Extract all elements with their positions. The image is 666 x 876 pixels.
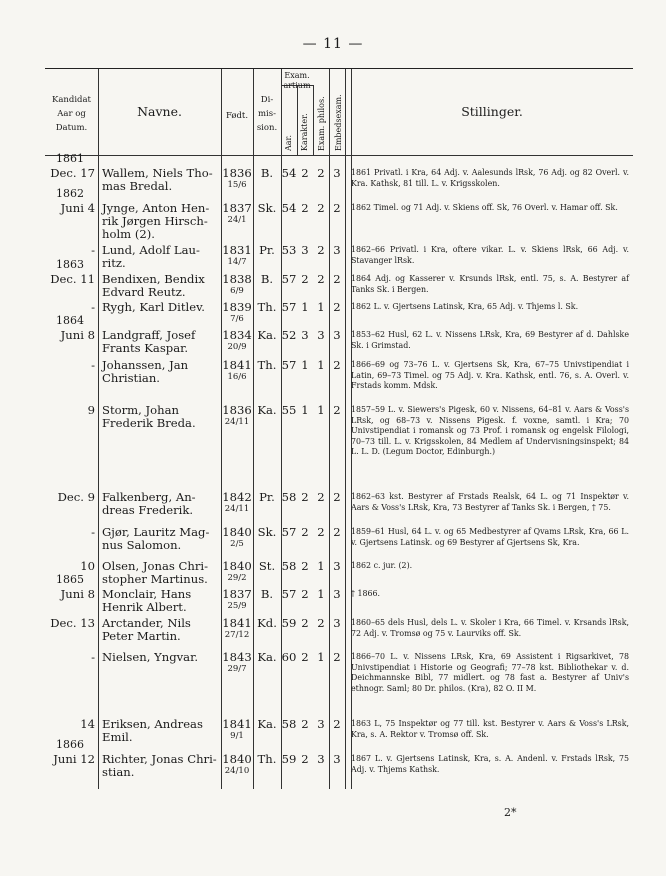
embeds-grade: 3: [333, 616, 341, 630]
year-label: 1861: [56, 152, 84, 165]
artium-year: 53: [281, 243, 297, 257]
birth-year: 1840: [222, 752, 252, 766]
birth-date: 24/11: [224, 504, 250, 514]
birth-year: 1839: [222, 300, 252, 314]
artium-grade: 2: [301, 525, 309, 539]
header-stillinger: Stillinger.: [461, 104, 523, 119]
candidate-name: Falkenberg, An- dreas Frederik.: [102, 490, 196, 517]
positions-text: 1861 Privatl. i Kra, 64 Adj. v. Aalesunds lRsk, 76 Adj. og 82 Overl. v. Kra. Kathsk, 81 till. L. v. Krigsskolen.: [351, 168, 629, 188]
positions-text: 1866–70 L. v. Nissens LRsk, Kra, 69 Assistent i Rigsarkivet, 78 Univstipendiat i Historie og Geografi; 77–78 kst. Bibliothekar v. d. Deichmannske Bibl, 77 midlert. og 78 fast a. Bestyrer af Univ's ethnogr. Saml; 80 Dr. philos. (Kra), 82 O. II M.: [351, 652, 629, 693]
header-rule: [45, 155, 633, 156]
candidate-name: Bendixen, Bendix Edvard Reutz.: [102, 272, 205, 299]
header-navne: Navne.: [137, 104, 182, 119]
dimission-school: Kd.: [257, 616, 277, 630]
artium-year: 54: [281, 166, 297, 180]
exam-date: Juni 8: [60, 587, 95, 601]
artium-year: 57: [281, 587, 297, 601]
year-label: 1865: [56, 573, 84, 586]
dimission-school: B.: [260, 166, 274, 180]
artium-year: 60: [281, 650, 297, 664]
birth-year: 1842: [222, 490, 252, 504]
dimission-school: St.: [258, 559, 276, 573]
philos-grade: 1: [317, 300, 325, 314]
dimission-school: Th.: [257, 358, 277, 372]
birth-date: 27/12: [224, 630, 250, 640]
year-label: 1864: [56, 314, 84, 327]
embeds-grade: 3: [333, 243, 341, 257]
embeds-grade: 2: [333, 490, 341, 504]
positions-text: 1867 L. v. Gjertsens Latinsk, Kra, s. A. Andenl. v. Frstads lRsk, 75 Adj. v. Thjems Kathsk.: [351, 754, 629, 774]
artium-grade: 2: [301, 272, 309, 286]
candidate-name: Arctander, Nils Peter Martin.: [102, 616, 191, 643]
birth-year: 1836: [222, 403, 252, 417]
candidate-name: Jynge, Anton Hen- rik Jørgen Hirsch- holm (2).: [102, 201, 210, 241]
candidate-name: Eriksen, Andreas Emil.: [102, 717, 203, 744]
header-embedsexam: Embedsexam.: [334, 94, 343, 151]
candidate-name: Storm, Johan Frederik Breda.: [102, 403, 196, 430]
header-kandidat: Kandidat Aar og Datum.: [52, 95, 91, 133]
artium-year: 57: [281, 300, 297, 314]
exam-date: Dec. 13: [50, 616, 95, 630]
birth-year: 1837: [222, 587, 252, 601]
artium-year: 58: [281, 490, 297, 504]
entry-row: [45, 651, 633, 711]
birth-date: 16/6: [227, 372, 247, 382]
birth-year: 1836: [222, 166, 252, 180]
embeds-grade: 3: [333, 166, 341, 180]
candidate-name: Olsen, Jonas Chri- stopher Martinus.: [102, 559, 209, 586]
philos-grade: 2: [317, 525, 325, 539]
artium-year: 58: [281, 717, 297, 731]
artium-year: 55: [281, 403, 297, 417]
embeds-grade: 2: [333, 717, 341, 731]
positions-text: 1863 L, 75 Inspektør og 77 till. kst. Bestyrer v. Aars & Voss's LRsk, Kra, s. A. Rektor v. Tromsø off. Sk.: [351, 719, 629, 739]
positions-text: 1862 Timel. og 71 Adj. v. Skiens off. Sk, 76 Overl. v. Hamar off. Sk.: [351, 203, 618, 212]
exam-date: Juni 8: [60, 328, 95, 342]
candidate-name: Landgraff, Josef Frants Kaspar.: [102, 328, 196, 355]
exam-date: 14: [80, 717, 95, 731]
embeds-grade: 2: [333, 650, 341, 664]
artium-year: 59: [281, 752, 297, 766]
candidate-name: Gjør, Lauritz Mag- nus Salomon.: [102, 525, 210, 552]
exam-date: 9: [87, 403, 95, 417]
positions-text: 1859–61 Husl, 64 L. v. og 65 Medbestyrer af Qvams LRsk, Kra, 66 L. v. Gjertsens Latinsk. og 69 Bestyrer af Gjertsens Sk, Kra.: [351, 527, 629, 547]
artium-grade: 2: [301, 752, 309, 766]
birth-year: 1840: [222, 525, 252, 539]
dimission-school: Ka.: [257, 403, 277, 417]
philos-grade: 1: [317, 587, 325, 601]
header-karakter: Karakter.: [300, 113, 309, 151]
embeds-grade: 2: [333, 272, 341, 286]
philos-grade: 1: [317, 358, 325, 372]
embeds-grade: 3: [333, 752, 341, 766]
philos-grade: 1: [317, 559, 325, 573]
header-exam-philos: Exam. philos.: [317, 96, 326, 151]
artium-grade: 3: [301, 243, 309, 257]
dimission-school: Ka.: [257, 650, 277, 664]
dimission-school: Ka.: [257, 717, 277, 731]
dimission-school: Th.: [257, 300, 277, 314]
year-label: 1866: [56, 738, 84, 751]
birth-year: 1838: [222, 272, 252, 286]
artium-year: 59: [281, 616, 297, 630]
birth-date: 29/7: [227, 664, 247, 674]
artium-year: 58: [281, 559, 297, 573]
birth-date: 24/1: [227, 215, 247, 225]
exam-date: Juni 12: [53, 752, 95, 766]
column-rule: [297, 85, 298, 155]
philos-grade: 2: [317, 243, 325, 257]
philos-grade: 3: [317, 328, 325, 342]
birth-year: 1834: [222, 328, 252, 342]
header-fodt: Født.: [225, 111, 249, 121]
artium-grade: 2: [301, 650, 309, 664]
birth-date: 2/5: [230, 539, 244, 549]
birth-date: 6/9: [230, 286, 244, 296]
artium-grade: 2: [301, 717, 309, 731]
birth-date: 25/9: [227, 601, 247, 611]
philos-grade: 1: [317, 403, 325, 417]
birth-date: 24/10: [224, 766, 250, 776]
candidate-name: Wallem, Niels Tho- mas Bredal.: [102, 166, 213, 193]
exam-date: -: [91, 243, 95, 257]
birth-year: 1831: [222, 243, 252, 257]
dimission-school: Ka.: [257, 328, 277, 342]
birth-date: 24/11: [224, 417, 250, 427]
positions-text: 1853–62 Husl, 62 L. v. Nissens LRsk, Kra, 69 Bestyrer af d. Dahlske Sk. i Grimstad.: [351, 330, 629, 350]
philos-grade: 2: [317, 272, 325, 286]
artium-grade: 2: [301, 587, 309, 601]
birth-year: 1843: [222, 650, 252, 664]
birth-year: 1840: [222, 559, 252, 573]
header-aar: Aar.: [284, 134, 293, 151]
dimission-school: Sk.: [257, 201, 277, 215]
birth-date: 7/6: [230, 314, 244, 324]
positions-text: 1862–63 kst. Bestyrer af Frstads Realsk, 64 L. og 71 Inspektør v. Aars & Voss's LRsk, Kra, 73 Bestyrer af Tanks Sk. i Bergen, † 75.: [351, 492, 629, 512]
birth-year: 1837: [222, 201, 252, 215]
page-number: — 11 —: [302, 36, 364, 52]
artium-grade: 2: [301, 559, 309, 573]
dimission-school: Th.: [257, 752, 277, 766]
dimission-school: B.: [260, 272, 274, 286]
embeds-grade: 2: [333, 300, 341, 314]
birth-date: 15/6: [227, 180, 247, 190]
artium-grade: 2: [301, 166, 309, 180]
exam-date: -: [91, 358, 95, 372]
dimission-school: B.: [260, 587, 274, 601]
exam-date: Dec. 17: [50, 166, 95, 180]
embeds-grade: 2: [333, 525, 341, 539]
philos-grade: 2: [317, 616, 325, 630]
artium-year: 54: [281, 201, 297, 215]
exam-date: Dec. 11: [50, 272, 95, 286]
header-dimission: Di- mis- sion.: [256, 95, 278, 133]
birth-date: 9/1: [230, 731, 244, 741]
register-table: [45, 68, 633, 789]
birth-year: 1841: [222, 358, 252, 372]
philos-grade: 2: [317, 166, 325, 180]
artium-year: 57: [281, 358, 297, 372]
artium-grade: 2: [301, 490, 309, 504]
philos-grade: 3: [317, 752, 325, 766]
artium-grade: 1: [301, 403, 309, 417]
philos-grade: 2: [317, 490, 325, 504]
embeds-grade: 2: [333, 403, 341, 417]
signature-mark: 2*: [504, 806, 517, 819]
artium-grade: 3: [301, 328, 309, 342]
birth-date: 14/7: [227, 257, 247, 267]
positions-text: 1860–65 dels Husl, dels L. v. Skoler i Kra, 66 Timel. v. Krsands lRsk, 72 Adj. v. Tromsø og 75 v. Laurviks off. Sk.: [351, 618, 629, 638]
candidate-name: Rygh, Karl Ditlev.: [102, 300, 205, 314]
birth-year: 1841: [222, 616, 252, 630]
embeds-grade: 2: [333, 358, 341, 372]
candidate-name: Nielsen, Yngvar.: [102, 650, 199, 664]
exam-date: 10: [80, 559, 95, 573]
candidate-name: Johanssen, Jan Christian.: [102, 358, 189, 385]
positions-text: 1857–59 L. v. Siewers's Pigesk, 60 v. Nissens, 64–81 v. Aars & Voss's LRsk, og 68–73 v. Nissens Pigesk. f. voxne, samtl. i Kra; 70 Univstipendiat i romansk og 73 Prof. i romansk og engelsk Filologi, 70–73 till. L. v. Krigsskolen, 84 Medlem af Undervisningsinspekt; 84 L. L. D. (Legum Doctor, Edinburgh.): [351, 405, 629, 456]
embeds-grade: 2: [333, 201, 341, 215]
embeds-grade: 3: [333, 328, 341, 342]
positions-text: 1862–66 Privatl. i Kra, oftere vikar. L. v. Skiens lRsk, 66 Adj. v. Stavanger lRsk.: [351, 245, 629, 265]
embeds-grade: 3: [333, 559, 341, 573]
artium-grade: 1: [301, 358, 309, 372]
entry-row: [45, 404, 633, 464]
artium-grade: 1: [301, 300, 309, 314]
birth-year: 1841: [222, 717, 252, 731]
header-exam-artium: Exam. artium: [283, 71, 311, 90]
artium-year: 57: [281, 272, 297, 286]
entry-row: [45, 738, 633, 813]
exam-date: Juni 4: [60, 201, 95, 215]
exam-date: -: [91, 525, 95, 539]
philos-grade: 3: [317, 717, 325, 731]
year-label: 1863: [56, 258, 84, 271]
candidate-name: Lund, Adolf Lau- ritz.: [102, 243, 200, 270]
year-label: 1862: [56, 187, 84, 200]
column-rule: [313, 85, 314, 155]
artium-grade: 2: [301, 616, 309, 630]
exam-date: Dec. 9: [57, 490, 95, 504]
philos-grade: 1: [317, 650, 325, 664]
positions-text: 1862 c. jur. (2).: [351, 561, 413, 570]
embeds-grade: 3: [333, 587, 341, 601]
artium-year: 57: [281, 525, 297, 539]
positions-text: 1864 Adj. og Kasserer v. Krsunds lRsk, entl. 75, s. A. Bestyrer af Tanks Sk. i Bergen.: [351, 274, 629, 294]
dimission-school: Pr.: [259, 243, 275, 257]
exam-date: -: [91, 650, 95, 664]
dimission-school: Pr.: [259, 490, 275, 504]
artium-grade: 2: [301, 201, 309, 215]
dimission-school: Sk.: [257, 525, 277, 539]
birth-date: 29/2: [227, 573, 247, 583]
artium-year: 52: [281, 328, 297, 342]
positions-text: 1862 L. v. Gjertsens Latinsk, Kra, 65 Adj. v. Thjems l. Sk.: [351, 302, 579, 311]
positions-text: 1866–69 og 73–76 L. v. Gjertsens Sk, Kra, 67–75 Univstipendiat i Latin, 69–73 Timel. og 75 Adj. v. Kra. Kathsk, entl. 76, s. A. Overl. v. Frstads komm. Mdsk.: [351, 360, 629, 390]
candidate-name: Richter, Jonas Chri- stian.: [102, 752, 217, 779]
philos-grade: 2: [317, 201, 325, 215]
exam-date: -: [91, 300, 95, 314]
birth-date: 20/9: [227, 342, 247, 352]
candidate-name: Monclair, Hans Henrik Albert.: [102, 587, 192, 614]
positions-text: † 1866.: [351, 589, 381, 598]
